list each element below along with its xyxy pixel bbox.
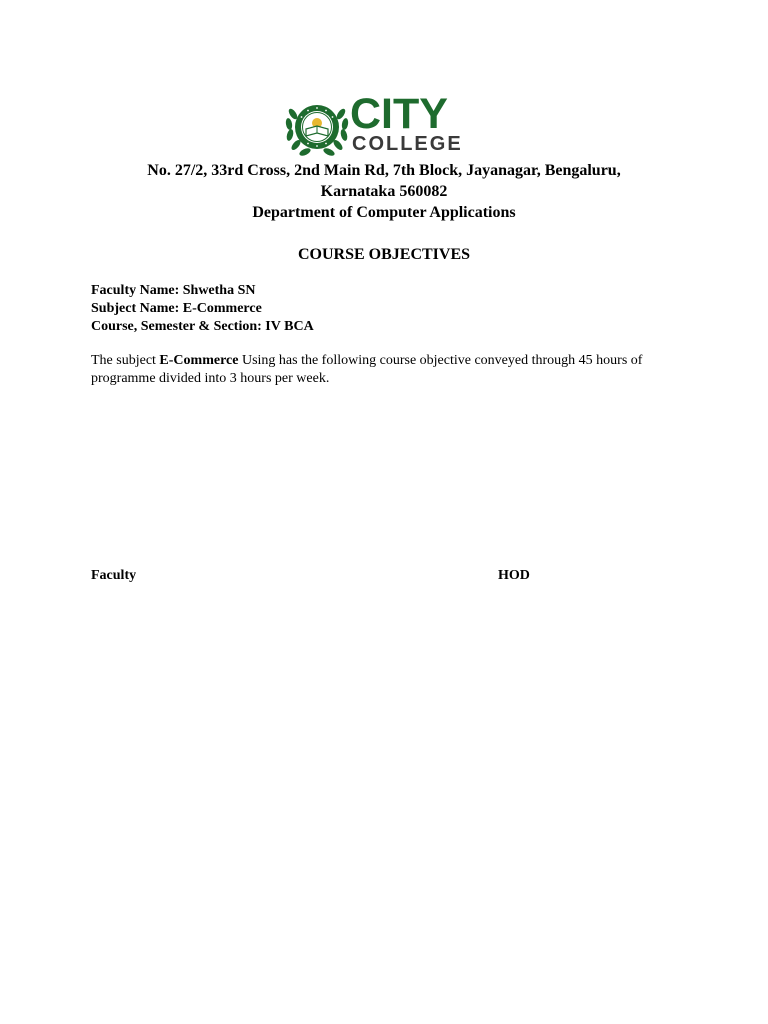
address-line-2: Karnataka 560082 (320, 183, 448, 200)
logo-college-text: COLLEGE (352, 133, 463, 155)
document-title: COURSE OBJECTIVES (297, 246, 471, 263)
college-seal-icon (284, 96, 350, 158)
objective-paragraph (91, 352, 681, 388)
faculty-name: Faculty Name: Shwetha SN (91, 283, 256, 298)
logo-city-text: CITY (350, 90, 448, 138)
college-logo (284, 90, 488, 158)
paragraph-rest: Using has the following course objective conveyed through 45 hours of programme divided into 3 hours per week. (91, 353, 643, 386)
subject-name: Subject Name: E-Commerce (91, 301, 262, 316)
faculty-signature-label: Faculty (91, 568, 137, 583)
department-name: Department of Computer Applications (252, 204, 516, 221)
paragraph-subject: E-Commerce (159, 353, 239, 368)
paragraph-prefix: The subject (91, 353, 160, 368)
hod-signature-label: HOD (498, 568, 530, 583)
course-section: Course, Semester & Section: IV BCA (91, 319, 314, 334)
address-line-1: No. 27/2, 33rd Cross, 2nd Main Rd, 7th Block, Jayanagar, Bengaluru, (147, 162, 621, 179)
